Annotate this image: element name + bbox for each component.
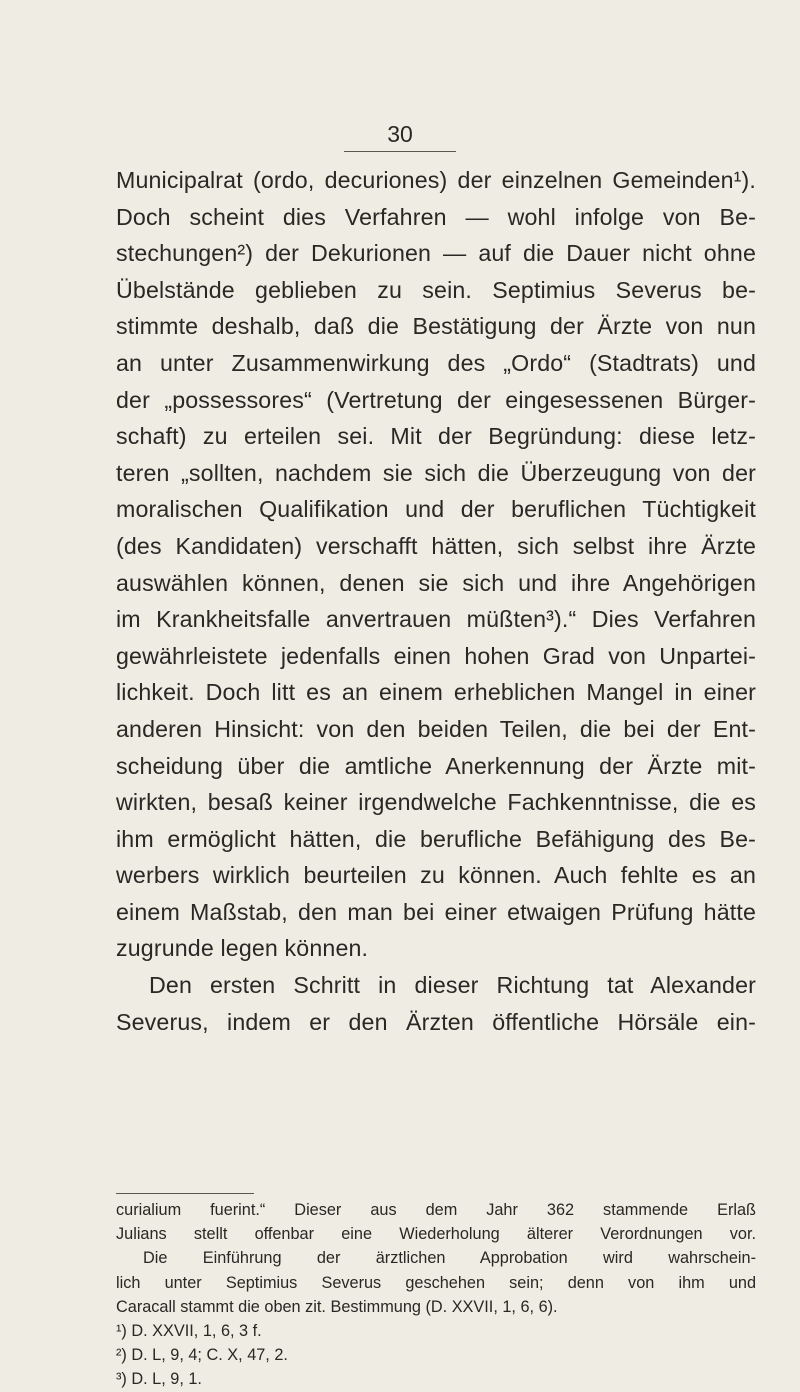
text-line: der „possessores“ (Vertretung der eingesessenen Bürger- — [116, 386, 756, 413]
text-line: teren „sollten, nachdem sie sich die Überzeugung von der — [116, 459, 756, 486]
page-number: 30 — [387, 121, 413, 147]
text-line: werbers wirklich beurteilen zu können. Auch fehlte es an — [116, 862, 756, 889]
text-line: an unter Zusammenwirkung des „Ordo“ (Stadtrats) und — [116, 349, 756, 376]
text-line: stimmte deshalb, daß die Bestätigung der Ärzte von nun — [116, 313, 756, 340]
text-line: anderen Hinsicht: von den beiden Teilen, die bei der Ent- — [116, 715, 756, 742]
text-line: auswählen können, denen sie sich und ihre Angehörigen — [116, 569, 756, 596]
text-line: moralischen Qualifikation und der beruflichen Tüchtigkeit — [116, 496, 756, 523]
text-line: Doch scheint dies Verfahren — wohl infolge von Be- — [116, 203, 756, 230]
text-line: gewährleistete jedenfalls einen hohen Grad von Unpartei- — [116, 642, 756, 669]
footnote-line: lich unter Septimius Severus geschehen sein; denn von ihm und — [116, 1273, 756, 1292]
text-line: ihm ermöglicht hätten, die berufliche Befähigung des Be- — [116, 825, 756, 852]
text-line: im Krankheitsfalle anvertrauen müßten³).“ Dies Verfahren — [116, 606, 756, 633]
footnote-line: curialium fuerint.“ Dieser aus dem Jahr 362 stammende Erlaß — [116, 1201, 756, 1219]
text-line: schaft) zu erteilen sei. Mit der Begründung: diese letz- — [116, 423, 756, 450]
text-line: wirkten, besaß keiner irgendwelche Fachkenntnisse, die es — [116, 789, 756, 816]
text-line: scheidung über die amtliche Anerkennung der Ärzte mit- — [116, 752, 756, 779]
page-number-rule — [344, 151, 456, 152]
footnote-line: Julians stellt offenbar eine Wiederholung älterer Verordnungen vor. — [116, 1225, 756, 1244]
footnotes — [116, 1198, 756, 1392]
text-line: lichkeit. Doch litt es an einem erheblichen Mangel in einer — [116, 679, 756, 706]
footnote-line: Die Einführung der ärztlichen Approbation wird wahrschein- — [143, 1249, 756, 1268]
text-line: (des Kandidaten) verschafft hätten, sich selbst ihre Ärzte — [116, 532, 756, 559]
text-line: Municipalrat (ordo, decuriones) der einzelnen Gemeinden¹). — [116, 167, 756, 193]
text-line: einem Maßstab, den man bei einer etwaigen Prüfung hätte — [116, 898, 756, 925]
text-line: zugrunde legen können. — [116, 935, 369, 962]
footnote-2: ²) D. L, 9, 4; C. X, 47, 2. — [116, 1346, 288, 1365]
footnote-1: ¹) D. XXVII, 1, 6, 3 f. — [116, 1321, 262, 1340]
text-line: Den ersten Schritt in dieser Richtung tat Alexander — [149, 972, 756, 999]
footnote-separator — [116, 1193, 254, 1194]
text-line: stechungen²) der Dekurionen — auf die Dauer nicht ohne — [116, 240, 756, 267]
footnote-line: Caracall stammt die oben zit. Bestimmung (D. XXVII, 1, 6, 6). — [116, 1297, 558, 1316]
footnote-3: ³) D. L, 9, 1. — [116, 1370, 202, 1389]
text-line: Übelstände geblieben zu sein. Septimius Severus be- — [116, 276, 756, 303]
main-text — [116, 162, 756, 1040]
text-line: Severus, indem er den Ärzten öffentliche Hörsäle ein- — [116, 1008, 756, 1035]
